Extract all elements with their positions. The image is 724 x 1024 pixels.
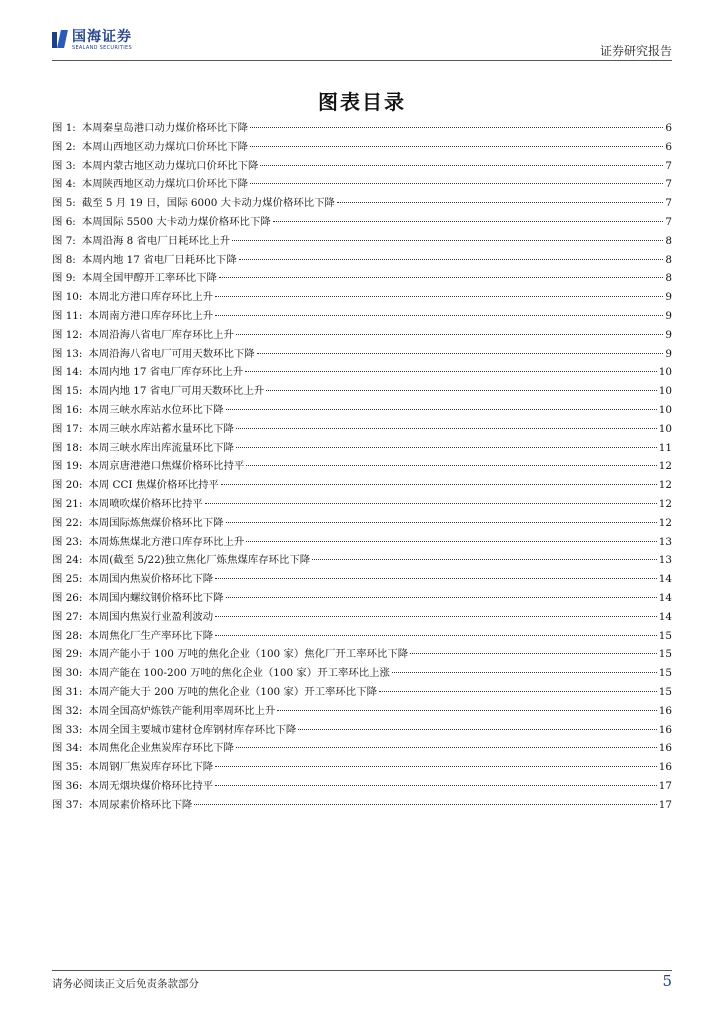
toc-figure-title: 本周内蒙古地区动力煤坑口价环比下降 [81,159,259,172]
toc-entry[interactable] [52,551,672,570]
toc-page-number: 12 [658,460,672,473]
toc-figure-number: 图 19: [52,460,83,473]
toc-figure-number: 图 27: [52,610,83,623]
toc-dot-leader [215,635,657,636]
toc-page-number: 16 [658,723,672,736]
toc-page-number: 8 [665,234,672,247]
toc-page-number: 12 [658,516,672,529]
toc-dot-leader [250,183,663,184]
toc-figure-number: 图 34: [52,742,83,755]
toc-page-number: 6 [665,140,672,153]
toc-page-number: 15 [658,667,672,680]
toc-figure-number: 图 32: [52,704,83,717]
toc-dot-leader [392,672,657,673]
toc-dot-leader [260,165,663,166]
figure-list [52,119,672,814]
toc-dot-leader [236,447,657,448]
toc-figure-number: 图 14: [52,366,83,379]
toc-figure-title: 本周陕西地区动力煤坑口价环比下降 [81,178,249,191]
toc-page-number: 13 [658,535,672,548]
toc-dot-leader [194,804,656,805]
toc-figure-title: 本周国内焦炭价格环比下降 [88,573,214,586]
toc-figure-title: 本周内地 17 省电厂可用天数环比上升 [88,385,265,398]
toc-dot-leader [246,541,656,542]
toc-figure-number: 图 26: [52,591,83,604]
toc-figure-title: 本周钢厂焦炭库存环比下降 [88,761,214,774]
toc-figure-number: 图 6: [52,215,76,228]
toc-page-number: 9 [665,291,672,304]
toc-figure-number: 图 21: [52,497,83,510]
toc-page-number: 15 [658,648,672,661]
toc-figure-number: 图 13: [52,347,83,360]
toc-entry[interactable] [52,157,672,176]
toc-page-number: 6 [665,122,672,134]
toc-entry[interactable] [52,269,672,288]
toc-dot-leader [221,484,657,485]
toc-page-number: 7 [665,159,672,172]
toc-figure-number: 图 33: [52,723,83,736]
toc-figure-number: 图 7: [52,234,76,247]
toc-figure-number: 图 17: [52,422,83,435]
toc-figure-title: 本周沿海 8 省电厂日耗环比上升 [81,234,231,247]
toc-dot-leader [250,127,663,128]
toc-entry[interactable] [52,307,672,326]
toc-dot-leader [226,522,657,523]
toc-dot-leader [236,334,663,335]
toc-entry[interactable] [52,683,672,702]
toc-page-number: 10 [658,403,672,416]
toc-page-number: 10 [658,366,672,379]
toc-figure-title: 截至 5 月 19 日，国际 6000 大卡动力煤价格环比下降 [81,197,335,210]
toc-dot-leader [215,578,657,579]
toc-figure-title: 本周三峡水库站蓄水量环比下降 [88,422,234,435]
toc-figure-number: 图 22: [52,516,83,529]
toc-entry[interactable] [52,457,672,476]
toc-figure-number: 图 12: [52,328,83,341]
toc-figure-number: 图 4: [52,178,76,191]
toc-figure-number: 图 25: [52,573,83,586]
toc-figure-title: 本周内地 17 省电厂库存环比上升 [88,366,244,379]
toc-dot-leader [215,315,663,316]
toc-entry[interactable] [52,777,672,796]
toc-figure-number: 图 28: [52,629,83,642]
toc-dot-leader [337,202,663,203]
toc-entry[interactable] [52,382,672,401]
toc-entry[interactable] [52,288,672,307]
toc-figure-title: 本周全国主要城市建材仓库钢材库存环比下降 [88,723,297,736]
toc-page-number: 9 [665,328,672,341]
toc-figure-number: 图 8: [52,253,76,266]
toc-figure-number: 图 23: [52,535,83,548]
toc-entry[interactable] [52,420,672,439]
toc-figure-title: 本周三峡水库出库流量环比下降 [88,441,234,454]
toc-figure-title: 本周国内螺纹钢价格环比下降 [88,591,224,604]
disclaimer-note: 请务必阅读正文后免责条款部分 [52,978,199,990]
toc-page-number: 12 [658,497,672,510]
toc-dot-leader [205,503,657,504]
toc-figure-title: 本周秦皇岛港口动力煤价格环比下降 [81,122,249,134]
toc-entry[interactable] [52,589,672,608]
page-title: 图表目录 [318,90,406,114]
toc-page-number: 14 [658,591,672,604]
toc-dot-leader [298,729,657,730]
toc-entry[interactable] [52,194,672,213]
toc-figure-title: 本周喷吹煤价格环比持平 [88,497,203,510]
toc-page-number: 7 [665,215,672,228]
toc-dot-leader [236,747,657,748]
toc-entry[interactable] [52,664,672,683]
toc-entry[interactable] [52,439,672,458]
toc-dot-leader [246,465,656,466]
toc-dot-leader [266,390,657,391]
toc-dot-leader [410,653,657,654]
toc-dot-leader [236,428,657,429]
toc-dot-leader [232,240,663,241]
toc-dot-leader [250,146,663,147]
toc-dot-leader [226,597,657,598]
toc-figure-number: 图 35: [52,761,83,774]
toc-figure-number: 图 2: [52,140,76,153]
toc-entry[interactable] [52,796,672,815]
toc-dot-leader [215,616,657,617]
toc-dot-leader [379,691,657,692]
toc-page-number: 16 [658,742,672,755]
toc-page-number: 8 [665,253,672,266]
toc-dot-leader [312,559,657,560]
company-logo [52,30,132,52]
toc-figure-number: 图 20: [52,479,83,492]
toc-dot-leader [226,409,657,410]
toc-entry[interactable] [52,175,672,194]
page-header [52,22,672,60]
toc-page-number: 7 [665,197,672,210]
toc-entry[interactable] [52,345,672,364]
toc-figure-title: 本周国内焦炭行业盈利波动 [88,610,214,623]
toc-figure-title: 本周焦化企业焦炭库存环比下降 [88,742,234,755]
toc-entry[interactable] [52,721,672,740]
toc-entry[interactable] [52,401,672,420]
toc-dot-leader [219,277,663,278]
toc-figure-title: 本周焦化厂生产率环比下降 [88,629,214,642]
toc-entry[interactable] [52,213,672,232]
toc-figure-number: 图 3: [52,159,76,172]
toc-page-number: 10 [658,422,672,435]
report-type-label: 证券研究报告 [599,44,672,58]
toc-entry[interactable] [52,645,672,664]
toc-figure-title: 本周沿海八省电厂库存环比上升 [88,328,234,341]
toc-page-number: 9 [665,309,672,322]
toc-page-number: 13 [658,554,672,567]
toc-page-number: 14 [658,610,672,623]
toc-figure-number: 图 18: [52,441,83,454]
toc-figure-number: 图 9: [52,272,76,285]
toc-entry[interactable] [52,476,672,495]
toc-figure-number: 图 30: [52,667,83,680]
toc-page-number: 8 [665,272,672,285]
toc-entry[interactable] [52,702,672,721]
toc-entry[interactable] [52,363,672,382]
footer-divider [52,970,672,971]
toc-figure-title: 本周产能在 100-200 万吨的焦化企业（100 家）开工率环比上涨 [88,667,390,680]
toc-entry[interactable] [52,739,672,758]
toc-entry[interactable] [52,570,672,589]
toc-entry[interactable] [52,627,672,646]
toc-figure-number: 图 16: [52,403,83,416]
toc-page-number: 12 [658,479,672,492]
toc-page-number: 11 [658,441,672,454]
toc-figure-number: 图 11: [52,309,83,322]
page-number: 5 [662,972,672,990]
toc-figure-title: 本周山西地区动力煤坑口价环比下降 [81,140,249,153]
toc-page-number: 10 [658,385,672,398]
toc-figure-title: 本周(截至 5/22)独立焦化厂炼焦煤库存环比下降 [88,554,311,567]
toc-page-number: 7 [665,178,672,191]
toc-figure-title: 本周京唐港港口焦煤价格环比持平 [88,460,245,473]
toc-figure-title: 本周国际 5500 大卡动力煤价格环比下降 [81,215,271,228]
toc-dot-leader [245,371,656,372]
header-divider [52,60,672,61]
toc-figure-title: 本周尿素价格环比下降 [88,798,193,811]
toc-dot-leader [215,296,663,297]
toc-entry[interactable] [52,119,672,138]
toc-entry[interactable] [52,326,672,345]
toc-figure-title: 本周三峡水库站水位环比下降 [88,403,224,416]
toc-figure-title: 本周产能大于 200 万吨的焦化企业（100 家）开工率环比下降 [88,685,377,698]
toc-figure-title: 本周产能小于 100 万吨的焦化企业（100 家）焦化厂开工率环比下降 [88,648,409,661]
toc-figure-title: 本周全国高炉炼铁产能利用率周环比上升 [88,704,276,717]
toc-figure-number: 图 31: [52,685,83,698]
toc-figure-number: 图 1: [52,122,76,134]
toc-figure-number: 图 15: [52,385,83,398]
logo-name-cn: 国海证券 [72,29,132,45]
toc-figure-title: 本周无烟块煤价格环比持平 [88,779,214,792]
toc-entry[interactable] [52,495,672,514]
toc-page-number: 9 [665,347,672,360]
toc-figure-number: 图 10: [52,291,83,304]
toc-page-number: 15 [658,685,672,698]
toc-dot-leader [215,766,657,767]
toc-page-number: 17 [658,779,672,792]
toc-figure-number: 图 37: [52,798,83,811]
toc-entry[interactable] [52,533,672,552]
toc-dot-leader [257,353,664,354]
toc-figure-title: 本周全国甲醇开工率环比下降 [81,272,217,285]
toc-entry[interactable] [52,138,672,157]
toc-entry[interactable] [52,758,672,777]
toc-figure-title: 本周 CCI 焦煤价格环比持平 [88,479,219,492]
toc-figure-title: 本周炼焦煤北方港口库存环比上升 [88,535,245,548]
toc-figure-number: 图 36: [52,779,83,792]
toc-figure-number: 图 24: [52,554,83,567]
toc-figure-number: 图 5: [52,197,76,210]
toc-dot-leader [273,221,664,222]
toc-dot-leader [277,710,656,711]
toc-figure-title: 本周内地 17 省电厂日耗环比下降 [81,253,237,266]
toc-page-number: 17 [658,798,672,811]
toc-entry[interactable] [52,232,672,251]
toc-dot-leader [239,259,664,260]
toc-dot-leader [215,785,657,786]
toc-figure-title: 本周国际炼焦煤价格环比下降 [88,516,224,529]
toc-entry[interactable] [52,251,672,270]
toc-entry[interactable] [52,514,672,533]
logo-name-en: SEALAND SECURITIES [72,45,132,51]
toc-figure-number: 图 29: [52,648,83,661]
logo-mark-icon [52,30,66,50]
toc-page-number: 15 [658,629,672,642]
toc-entry[interactable] [52,608,672,627]
toc-page-number: 14 [658,573,672,586]
toc-figure-title: 本周北方港口库存环比上升 [88,291,214,304]
toc-figure-title: 本周南方港口库存环比上升 [88,309,214,322]
toc-figure-title: 本周沿海八省电厂可用天数环比下降 [88,347,255,360]
toc-page-number: 16 [658,761,672,774]
toc-page-number: 16 [658,704,672,717]
